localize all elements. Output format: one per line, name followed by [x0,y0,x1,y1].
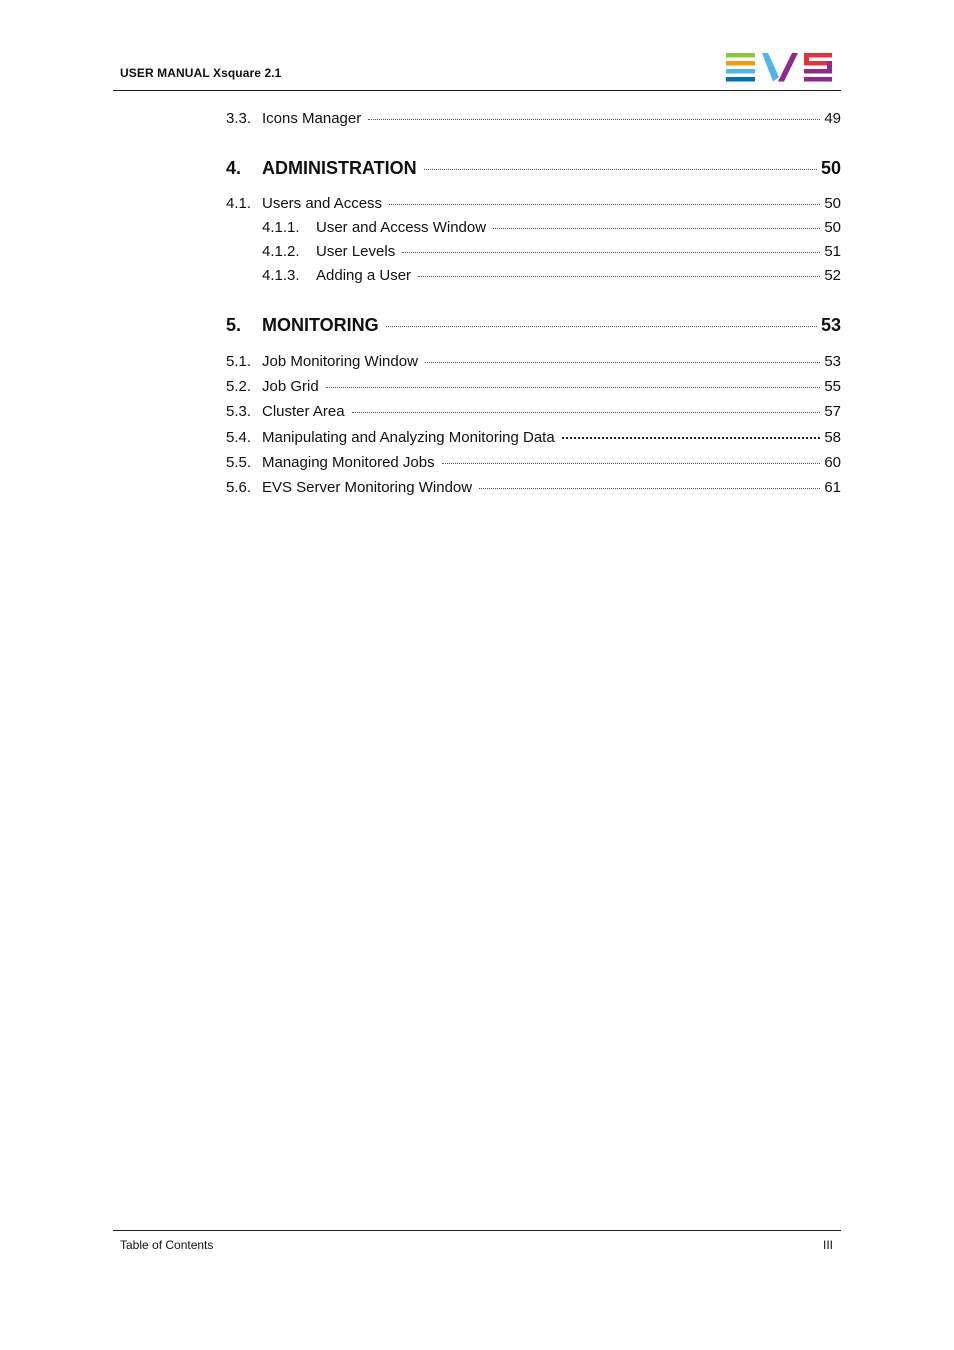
toc-page: 60 [824,454,841,471]
dot-leader [442,463,821,464]
dot-leader [424,169,817,170]
toc-title: MONITORING [262,315,379,335]
toc-page: 53 [824,353,841,370]
toc-title: User and Access Window [316,219,487,236]
toc-entry-4[interactable] [226,158,841,179]
footer-divider [113,1230,841,1231]
dot-leader [425,362,820,363]
toc-entry-4-1[interactable] [226,195,841,212]
dot-leader [368,119,820,120]
toc-entry-4-1-3[interactable] [226,267,841,284]
toc-number: 5.6. [226,479,252,496]
footer-page-number: III [823,1238,834,1252]
dot-leader [562,437,821,439]
toc-number: 4. [226,158,242,178]
dot-leader [402,252,820,253]
toc-page: 58 [824,429,841,446]
evs-logo [726,53,834,82]
toc-number: 5.3. [226,403,252,420]
toc-number: 5.4. [226,429,252,446]
dot-leader [389,204,820,205]
dot-leader [418,276,820,277]
toc-entry-5[interactable] [226,315,841,336]
dot-leader [386,326,817,327]
dot-leader [352,412,821,413]
toc-entry-5-2[interactable] [226,378,841,395]
toc-title: Cluster Area [262,403,345,420]
toc-title: Job Grid [262,378,319,395]
dot-leader [493,228,820,229]
toc-page: 49 [824,110,841,127]
toc-title: EVS Server Monitoring Window [262,479,473,496]
toc-title: ADMINISTRATION [262,158,417,178]
toc-page: 61 [824,479,841,496]
toc-number: 4.1.2. [262,243,300,260]
toc-title: User Levels [316,243,396,260]
toc-page: 50 [820,158,841,178]
toc-title: Manipulating and Analyzing Monitoring Data [262,429,555,446]
toc-number: 5.2. [226,378,252,395]
toc-title: Adding a User [316,267,412,284]
toc-page: 57 [824,403,841,420]
toc-title: Managing Monitored Jobs [262,454,435,471]
toc-number: 5. [226,315,242,335]
toc-entry-5-6[interactable] [226,479,841,496]
dot-leader [326,387,821,388]
toc-entry-5-1[interactable] [226,353,841,370]
toc-page: 55 [824,378,841,395]
toc-number: 4.1.3. [262,267,300,284]
toc-entry-4-1-2[interactable] [226,243,841,260]
header-title: USER MANUAL Xsquare 2.1 [120,66,282,80]
toc-page: 51 [824,243,841,260]
dot-leader [479,488,820,489]
header-divider [113,90,841,91]
toc-page: 50 [824,219,841,236]
toc-page: 50 [824,195,841,212]
toc-number: 4.1.1. [262,219,300,236]
toc-title: Icons Manager [262,110,362,127]
toc-entry-5-5[interactable] [226,454,841,471]
toc-title: Users and Access [262,195,383,212]
toc-entry-4-1-1[interactable] [226,219,841,236]
toc-page: 53 [820,315,841,335]
toc-entry-3-3[interactable] [226,110,841,127]
toc-number: 3.3. [226,110,252,127]
toc-page: 52 [824,267,841,284]
toc-entry-5-3[interactable] [226,403,841,420]
toc-number: 5.1. [226,353,252,370]
toc-title: Job Monitoring Window [262,353,418,370]
toc-number: 5.5. [226,454,252,471]
footer-section-title: Table of Contents [120,1238,214,1252]
toc-number: 4.1. [226,195,252,212]
toc-entry-5-4[interactable] [226,429,841,446]
